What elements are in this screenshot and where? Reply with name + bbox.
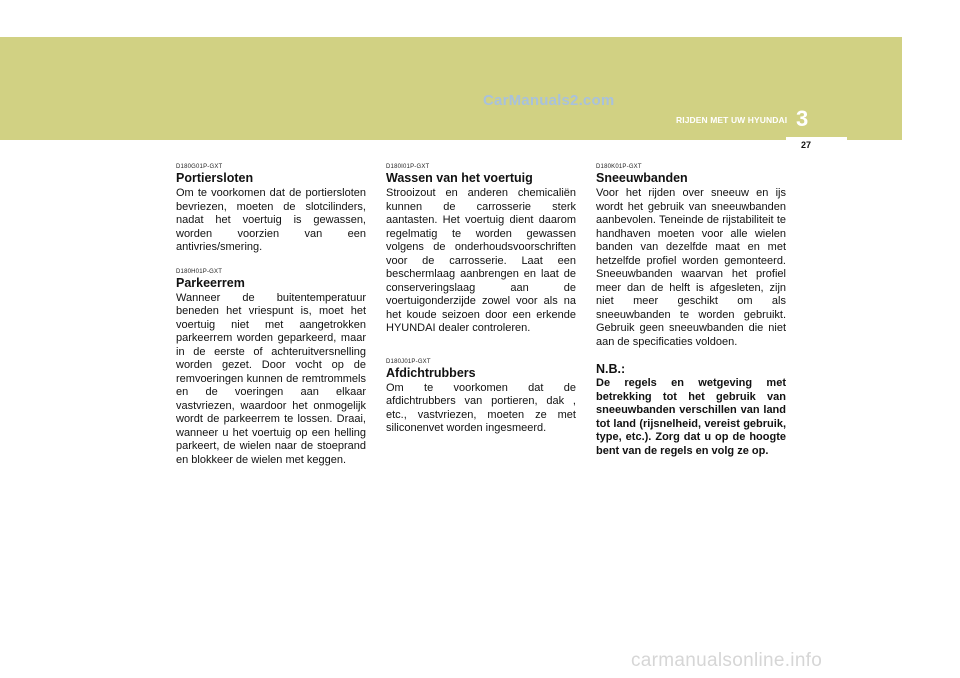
section-title: Afdichtrubbers [386, 365, 476, 380]
section-parkeerrem [176, 268, 366, 468]
section-afdichtrubbers [386, 358, 576, 436]
page-number: 27 [800, 140, 811, 150]
column-1 [176, 163, 366, 480]
section-code: D180K01P-GXT [596, 164, 642, 170]
section-code: D180I01P-GXT [386, 164, 430, 170]
section-wassen [386, 163, 576, 336]
watermark-top[interactable]: CarManuals2.com [483, 92, 615, 109]
section-body: Om te voorkomen dat de afdichtrubbers van portieren, dak , etc., vastvriezen, moeten ze met siliconenvet worden ingesmeerd. [386, 381, 576, 434]
section-body: Wanneer de buitentemperatuur beneden het vriespunt is, moet het voertuig niet met aangetrokken parkeerrem worden geparkeerd, maar in de eerste of achteruitversnelling worden gezet. Door vocht op de remvoeringen kunnen de remtrommels en de voeringen aan elkaar vastvriezen, waardoor het onmogelijk wordt de parkeerrem te lossen. Draai, wanneer u het voertuig op een helling parkeert, de wielen naar de stoeprand en blokkeer de wielen met keggen. [176, 291, 366, 466]
section-body: Om te voorkomen dat de portiersloten bevriezen, moeten de slotcilinders, nadat het voertuig is gewassen, worden voorzien van een antivries/smering. [176, 187, 366, 253]
section-title: Portiersloten [176, 171, 254, 185]
section-title: Sneeuwbanden [596, 171, 688, 185]
section-title: Wassen van het voertuig [386, 171, 533, 185]
section-sneeuwbanden [596, 163, 786, 349]
section-body: Strooizout en anderen chemicaliën kunnen de carrosserie sterk aantasten. Het voertuig dient daarom regelmatig te worden gewassen volgens de onderhoudsvoorschriften voor de carrosserie. Laat een beschermlaag aanbrengen en laat de conserveringslaag aan de voertuigonderzijde zowel voor als na het koude seizoen door een erkende HYUNDAI dealer controleren. [386, 187, 576, 334]
column-2 [386, 163, 576, 449]
note-block [596, 362, 786, 458]
section-code: D180H01P-GXT [176, 268, 223, 275]
section-title: Parkeerrem [176, 275, 245, 290]
chapter-label: RIJDEN MET UW HYUNDAI [676, 115, 788, 125]
section-code: D180G01P-GXT [176, 164, 223, 170]
section-code: D180J01P-GXT [386, 358, 431, 365]
watermark-bottom[interactable]: carmanualsonline.info [631, 650, 823, 671]
chapter-number: 3 [796, 106, 809, 131]
section-body: Voor het rijden over sneeuw en ijs wordt het gebruik van sneeuwbanden aanbevolen. Teneinde de rijstabiliteit te handhaven moeten voor alle wielen banden van dezelfde maat en met hetzelfde profiel worden gemonteerd. Sneeuwbanden waarvan het profiel meer dan de helft is afgesleten, zijn niet meer geschikt om als sneeuwbanden te worden gebruikt. Gebruik geen sneeuwbanden die niet aan de specificaties voldoen. [596, 187, 786, 348]
column-3 [596, 163, 786, 458]
note-title: N.B.: [596, 362, 626, 376]
note-body: De regels en wetgeving met betrekking tot het gebruik van sneeuwbanden verschillen van land tot land (rijsnelheid, vereist gebruik, type, etc.). Zorg dat u op de hoogte bent van de regels en volg ze op. [596, 377, 786, 457]
section-portiersloten [176, 163, 366, 255]
